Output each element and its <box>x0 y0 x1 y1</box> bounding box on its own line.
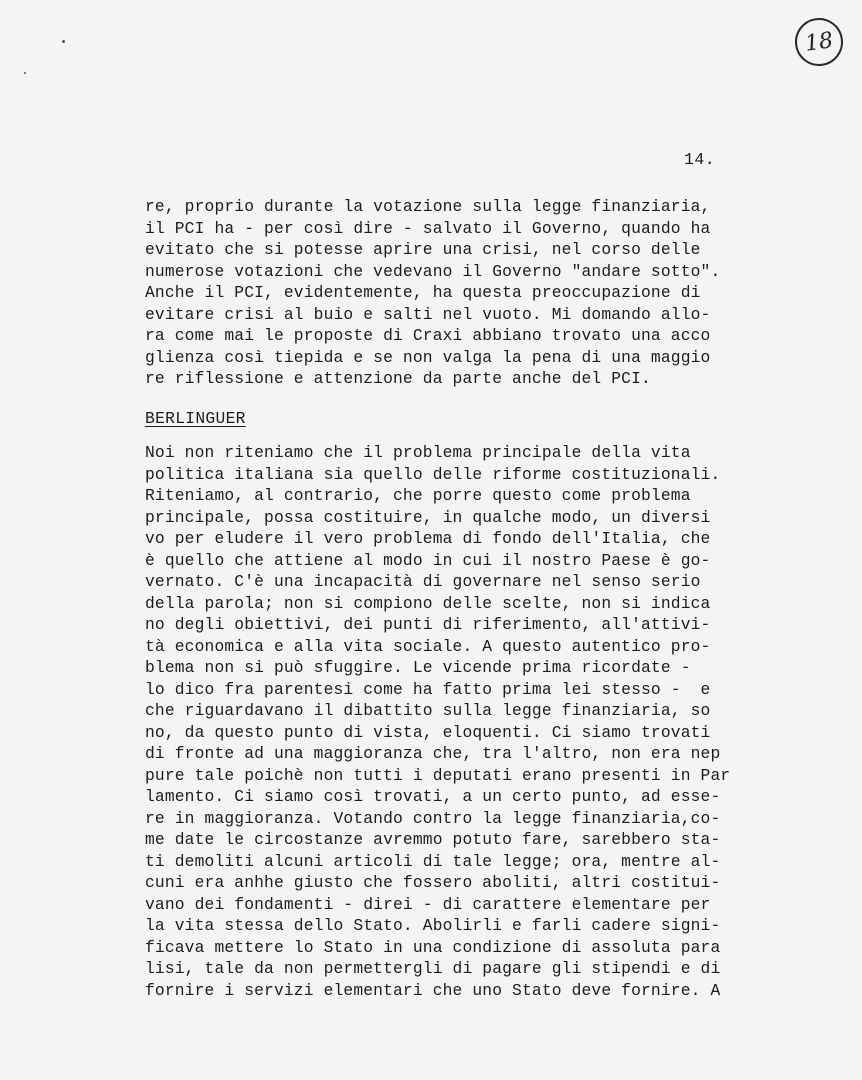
paragraph-2 <box>145 442 785 1001</box>
text-line: no, da questo punto di vista, eloquenti. Ci siamo trovati <box>145 722 711 742</box>
text-line: vernato. C'è una incapacità di governare nel senso serio <box>145 572 701 591</box>
text-line: re riflessione e attenzione da parte anche del PCI. <box>145 369 651 388</box>
ink-speck <box>24 72 26 74</box>
text-line: re, proprio durante la votazione sulla legge finanziaria, <box>145 197 711 216</box>
text-line: vo per eludere il vero problema di fondo dell'Italia, che <box>145 529 711 548</box>
paragraph-1 <box>145 196 785 390</box>
text-line: Riteniamo, al contrario, che porre questo come problema <box>145 486 691 505</box>
text-line: ra come mai le proposte di Craxi abbiano trovato una acco <box>145 326 711 345</box>
text-line: lamento. Ci siamo così trovati, a un certo punto, ad esse- <box>145 787 721 806</box>
text-line: evitare crisi al buio e salti nel vuoto. Mi domando allo- <box>145 304 711 324</box>
text-line: glienza così tiepida e se non valga la pena di una maggio <box>145 347 711 367</box>
text-line: cuni era anhhe giusto che fossero aboliti, altri costitui- <box>145 873 721 892</box>
text-line: che riguardavano il dibattito sulla legge finanziaria, so <box>145 701 711 720</box>
text-line: no degli obiettivi, dei punti di riferimento, all'attivi- <box>145 615 711 634</box>
text-line: fornire i servizi elementari che uno Stato deve fornire. A <box>145 980 721 1000</box>
text-line: lisi, tale da non permettergli di pagare gli stipendi e di <box>145 959 721 978</box>
text-line: lo dico fra parentesi come ha fatto prima lei stesso - e <box>145 679 711 699</box>
text-line: evitato che si potesse aprire una crisi, nel corso delle <box>145 240 701 259</box>
text-line: vano dei fondamenti - direi - di carattere elementare per <box>145 894 711 914</box>
page-stamp: 18 <box>792 15 846 69</box>
text-line: di fronte ad una maggioranza che, tra l'altro, non era nep <box>145 744 721 763</box>
text-line: ficava mettere lo Stato in una condizione di assoluta para <box>145 937 721 957</box>
text-line: la vita stessa dello Stato. Abolirli e farli cadere signi- <box>145 916 721 935</box>
text-line: principale, possa costituire, in qualche modo, un diversi <box>145 507 711 527</box>
text-line: Noi non riteniamo che il problema principale della vita <box>145 443 691 462</box>
text-line: Anche il PCI, evidentemente, ha questa preoccupazione di <box>145 283 701 302</box>
text-line: blema non si può sfuggire. Le vicende prima ricordate - <box>145 658 691 677</box>
page-number: 14. <box>684 150 716 169</box>
text-line: politica italiana sia quello delle riforme costituzionali. <box>145 464 721 484</box>
text-line: me date le circostanze avremmo potuto fare, sarebbero sta- <box>145 830 721 849</box>
text-line: il PCI ha - per così dire - salvato il Governo, quando ha <box>145 218 711 238</box>
ink-speck <box>62 40 65 43</box>
text-line: ti demoliti alcuni articoli di tale legge; ora, mentre al- <box>145 851 721 871</box>
text-line: della parola; non si compiono delle scelte, non si indica <box>145 593 711 613</box>
text-line: pure tale poichè non tutti i deputati erano presenti in Par <box>145 765 731 785</box>
text-line: tà economica e alla vita sociale. A questo autentico pro- <box>145 636 711 656</box>
text-line: re in maggioranza. Votando contro la legge finanziaria,co- <box>145 808 721 828</box>
speaker-heading: BERLINGUER <box>145 409 246 428</box>
text-line: è quello che attiene al modo in cui il nostro Paese è go- <box>145 550 711 570</box>
text-line: numerose votazioni che vedevano il Governo "andare sotto". <box>145 261 721 281</box>
